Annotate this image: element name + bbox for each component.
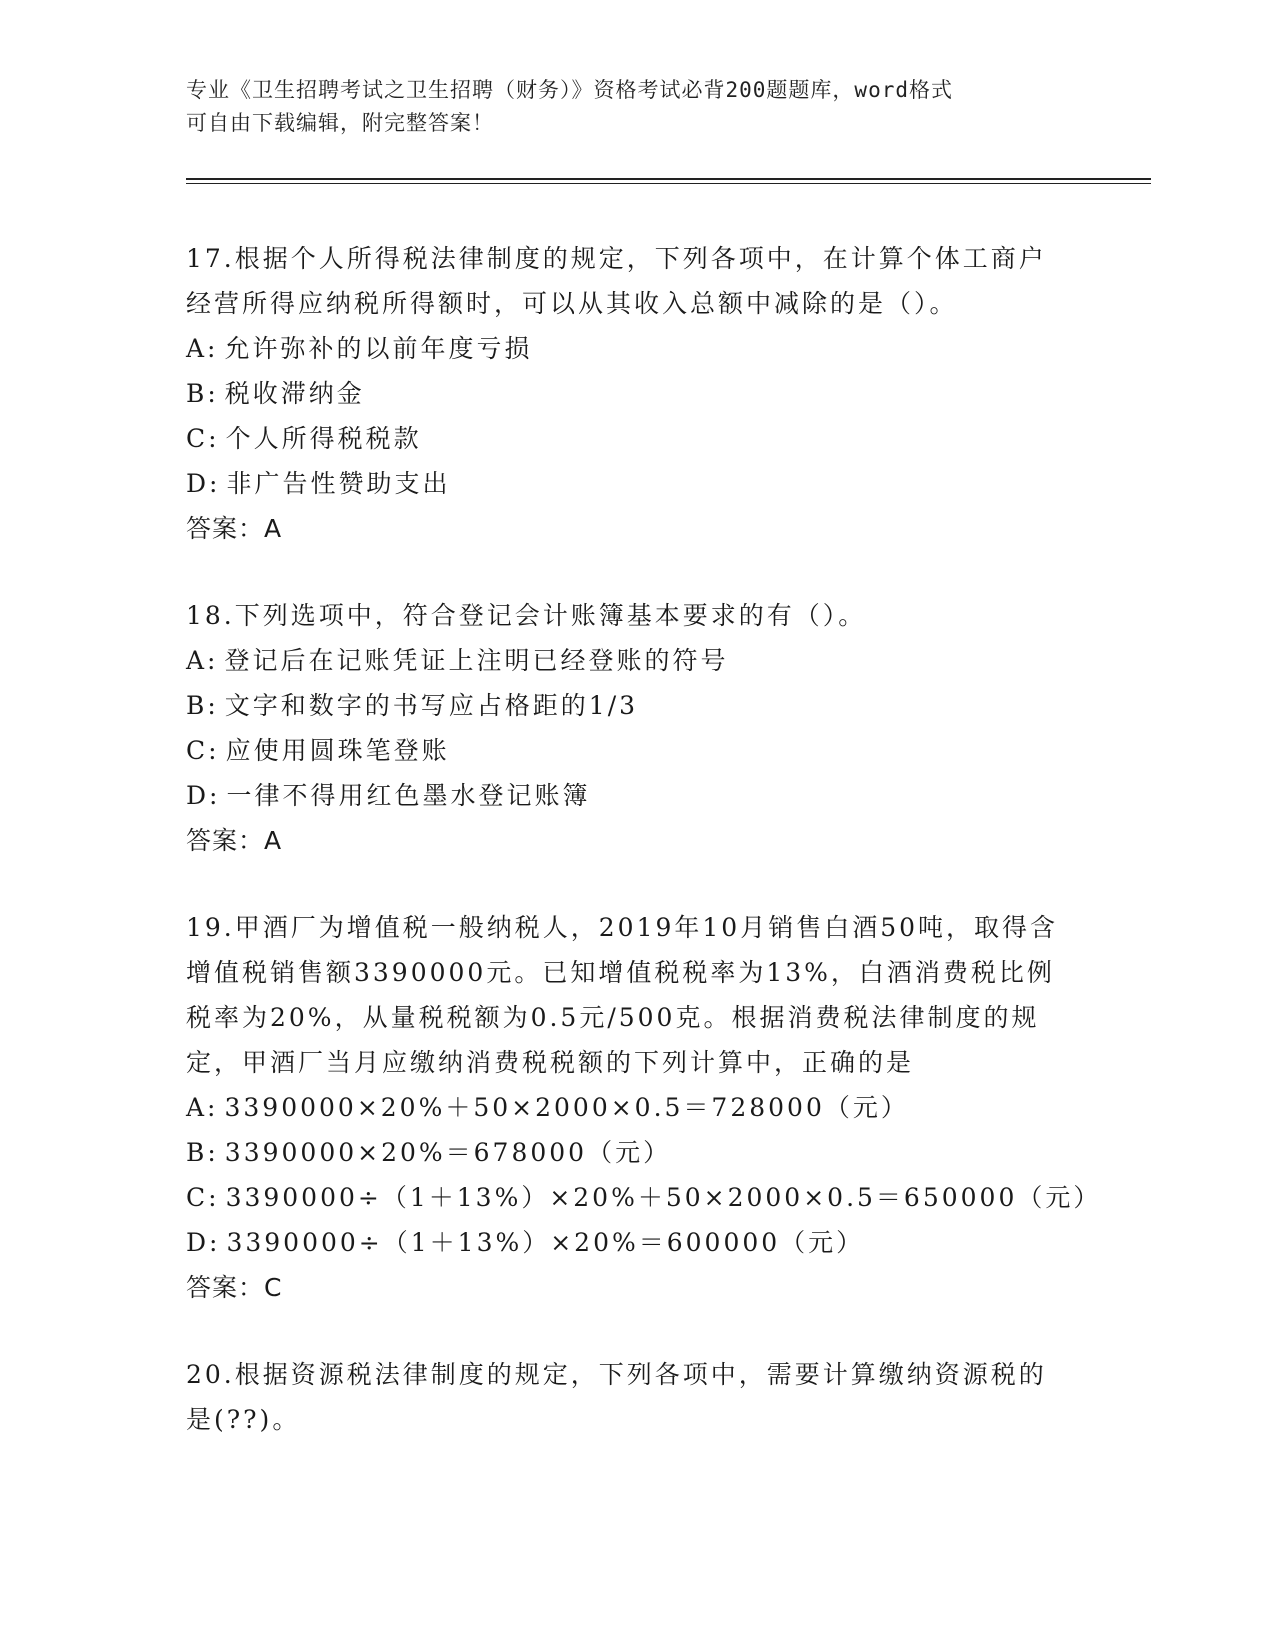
- question-20: [186, 1352, 1086, 1442]
- option-letter: A:: [186, 1093, 219, 1122]
- question-19: [186, 905, 1102, 1310]
- question-stem-line: 定，甲酒厂当月应缴纳消费税税额的下列计算中，正确的是: [186, 1048, 915, 1077]
- answer-line: 答案：A: [186, 826, 283, 855]
- option-a: [186, 1085, 1086, 1130]
- header-divider-top: [186, 178, 1151, 180]
- option-text: 登记后在记账凭证上注明已经登账的符号: [224, 646, 729, 675]
- option-text: 文字和数字的书写应占格距的1/3: [224, 691, 639, 720]
- option-text: 个人所得税税款: [225, 424, 422, 453]
- option-b: [186, 1130, 1086, 1175]
- question-stem-line: 是(??)。: [186, 1405, 301, 1434]
- question-list: [186, 236, 1102, 1484]
- question-stem-line: 增值税销售额3390000元。已知增值税税率为13%，白酒消费税比例: [186, 958, 1055, 987]
- option-c: [186, 728, 1086, 773]
- option-text: 税收滞纳金: [224, 379, 365, 408]
- document-header: [186, 74, 1066, 140]
- option-letter: B:: [186, 691, 219, 720]
- option-b: [186, 371, 1086, 416]
- question-stem-line: 19.甲酒厂为增值税一般纳税人，2019年10月销售白酒50吨，取得含: [186, 913, 1059, 942]
- option-d: [186, 1220, 1086, 1265]
- option-text: 3390000×20%＋50×2000×0.5＝728000（元）: [224, 1093, 909, 1122]
- option-text: 3390000÷（1＋13%）×20%＋50×2000×0.5＝650000（元）: [225, 1183, 1102, 1212]
- option-letter: D:: [186, 469, 221, 498]
- question-stem-line: 20.根据资源税法律制度的规定，下列各项中，需要计算缴纳资源税的: [186, 1360, 1047, 1389]
- option-letter: B:: [186, 379, 219, 408]
- question-stem-line: 17.根据个人所得税法律制度的规定，下列各项中，在计算个体工商户: [186, 244, 1047, 273]
- question-stem-line: 18.下列选项中，符合登记会计账簿基本要求的有（）。: [186, 601, 867, 630]
- option-a: [186, 638, 1086, 683]
- option-letter: C:: [186, 424, 220, 453]
- header-divider-bottom: [186, 183, 1151, 184]
- question-stem-line: 经营所得应纳税所得额时，可以从其收入总额中减除的是（）。: [186, 289, 958, 318]
- answer-line: 答案：A: [186, 514, 283, 543]
- header-line-1: 专业《卫生招聘考试之卫生招聘（财务）》资格考试必背200题题库，word格式: [186, 78, 953, 102]
- question-18: [186, 593, 1086, 863]
- option-letter: A:: [186, 646, 219, 675]
- option-letter: B:: [186, 1138, 219, 1167]
- option-text: 允许弥补的以前年度亏损: [224, 334, 533, 363]
- header-line-2: 可自由下载编辑，附完整答案！: [186, 111, 494, 135]
- option-d: [186, 773, 1086, 818]
- option-letter: A:: [186, 334, 219, 363]
- option-letter: D:: [186, 781, 221, 810]
- option-text: 应使用圆珠笔登账: [225, 736, 450, 765]
- question-stem-line: 税率为20%，从量税税额为0.5元/500克。根据消费税法律制度的规: [186, 1003, 1040, 1032]
- answer-line: 答案：C: [186, 1273, 283, 1302]
- option-text: 非广告性赞助支出: [226, 469, 451, 498]
- option-b: [186, 683, 1086, 728]
- option-a: [186, 326, 1086, 371]
- question-17: [186, 236, 1086, 551]
- option-letter: C:: [186, 736, 220, 765]
- option-c: [186, 1175, 1102, 1220]
- option-text: 一律不得用红色墨水登记账簿: [226, 781, 591, 810]
- option-d: [186, 461, 1086, 506]
- option-letter: C:: [186, 1183, 220, 1212]
- option-text: 3390000×20%＝678000（元）: [224, 1138, 672, 1167]
- option-letter: D:: [186, 1228, 221, 1257]
- option-c: [186, 416, 1086, 461]
- option-text: 3390000÷（1＋13%）×20%＝600000（元）: [226, 1228, 865, 1257]
